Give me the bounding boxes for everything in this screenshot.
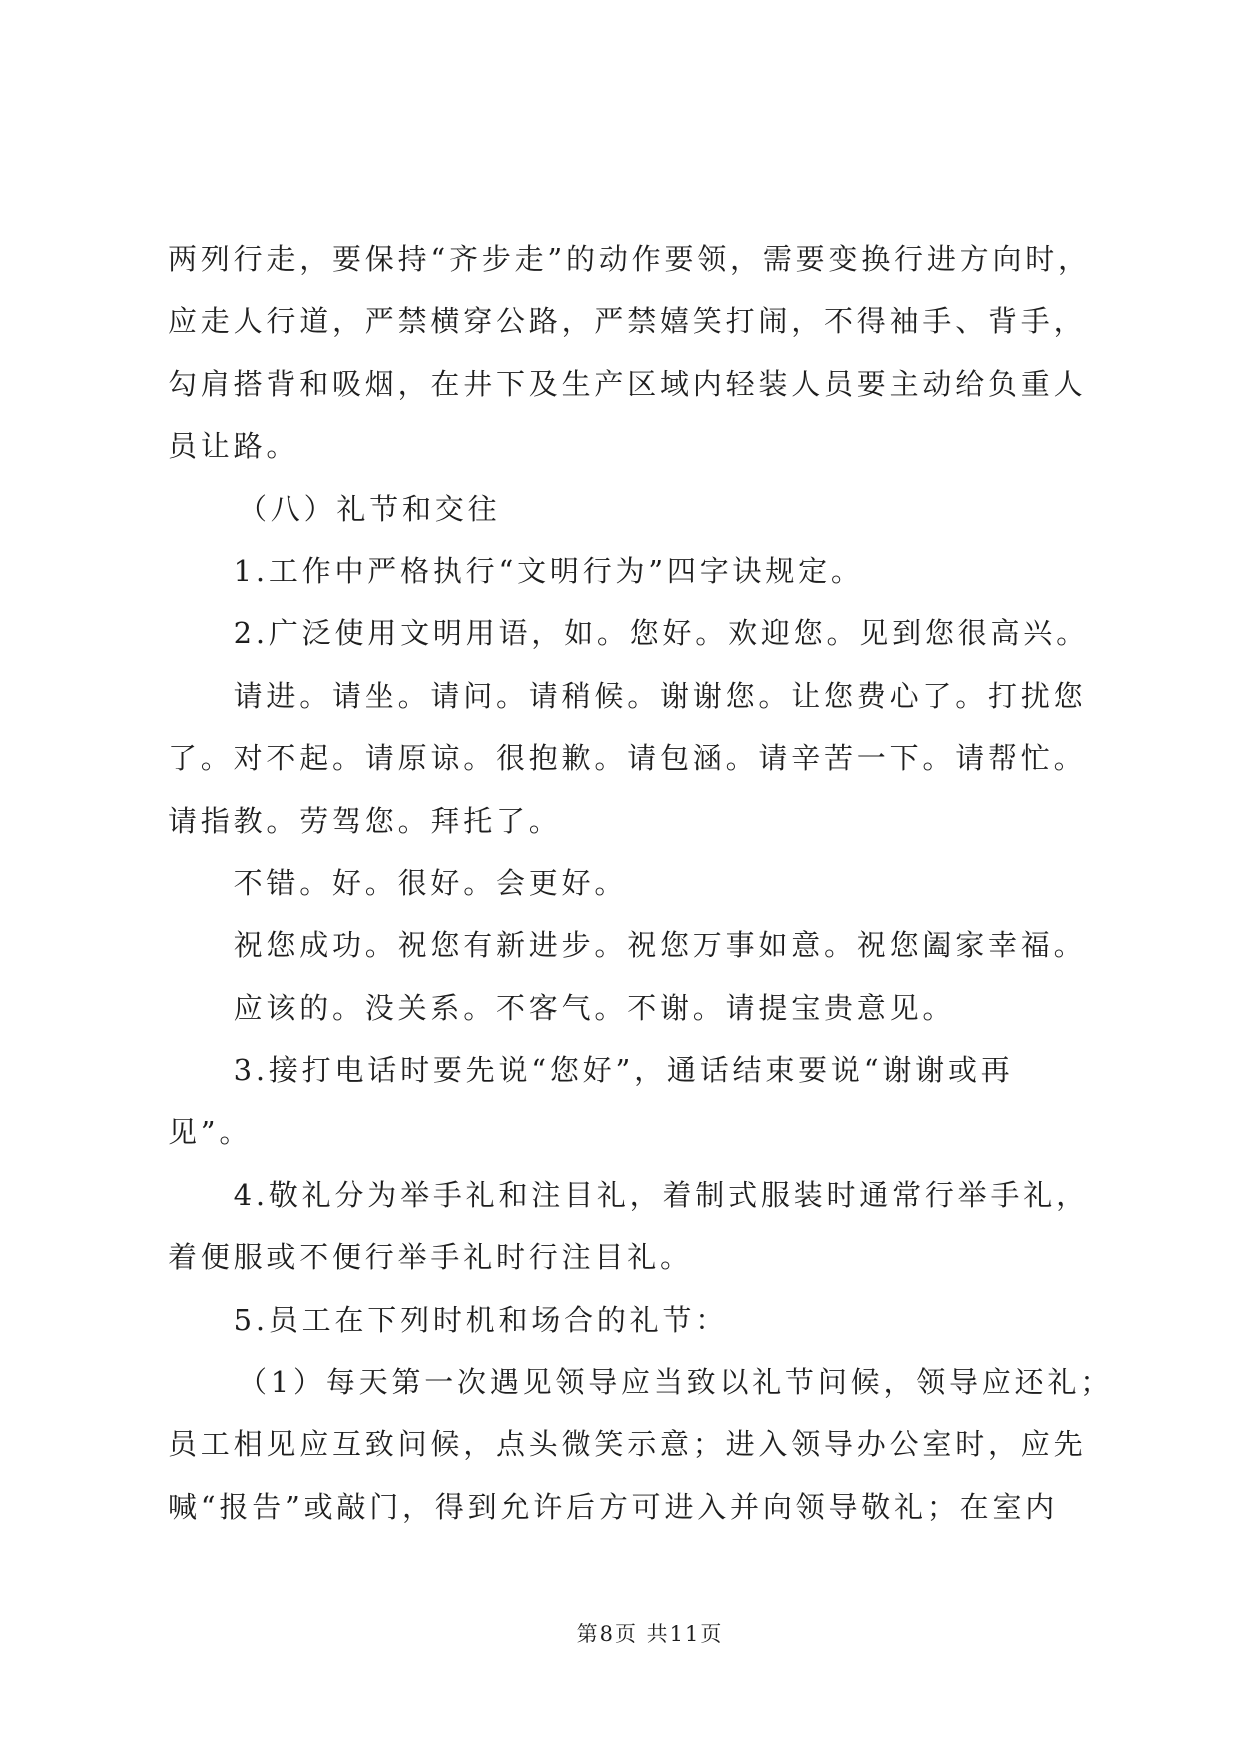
paragraph: [168, 852, 1128, 914]
page-number-footer: 第8页 共11页: [576, 1622, 724, 1646]
paragraph-line: 员让路。: [168, 429, 300, 464]
paragraph-line: 了。对不起。请原谅。很抱歉。请包涵。请辛苦一下。请帮忙。: [168, 741, 1087, 776]
paragraph-line: 员工相见应互致问候，点头微笑示意；进入领导办公室时，应先: [168, 1427, 1087, 1462]
paragraph-line: 两列行走，要保持“齐步走”的动作要领，需要变换行进方向时，: [168, 242, 1091, 276]
paragraph-line: 3.接打电话时要先说“您好”，通话结束要说“谢谢或再: [233, 1053, 1014, 1088]
paragraph: [168, 1164, 1128, 1289]
section-heading-text: （八）礼节和交往: [238, 491, 501, 526]
paragraph-line: 着便服或不便行举手礼时行注目礼。: [168, 1240, 693, 1275]
paragraph: [168, 1039, 1128, 1164]
paragraph-line: 见”。: [168, 1115, 253, 1150]
paragraph: [168, 1289, 1128, 1351]
paragraph-line: 5.员工在下列时机和场合的礼节：: [233, 1302, 729, 1337]
paragraph: [168, 665, 1128, 852]
paragraph: [168, 540, 1128, 602]
section-heading: [168, 478, 1128, 540]
paragraph: [168, 1351, 1128, 1538]
paragraph-line: 祝您成功。祝您有新进步。祝您万事如意。祝您阖家幸福。: [233, 928, 1087, 963]
paragraph-line: 应该的。没关系。不客气。不谢。请提宝贵意见。: [233, 990, 956, 1025]
paragraph: [168, 228, 1128, 478]
paragraph-line: 勾肩搭背和吸烟，在井下及生产区域内轻装人员要主动给负重人: [168, 366, 1087, 401]
paragraph-line: 4.敬礼分为举手礼和注目礼，着制式服装时通常行举手礼，: [233, 1177, 1089, 1212]
document-body: [168, 228, 1128, 1538]
paragraph-line: 1.工作中严格执行“文明行为”四字诀规定。: [233, 553, 864, 588]
paragraph-line: 应走人行道，严禁横穿公路，严禁嬉笑打闹，不得袖手、背手，: [168, 304, 1087, 339]
paragraph-line: （1）每天第一次遇见领导应当致以礼节问候，领导应还礼；: [238, 1365, 1114, 1400]
paragraph: [168, 602, 1128, 664]
paragraph-line: 请指教。劳驾您。拜托了。: [168, 803, 562, 838]
paragraph-line: 请进。请坐。请问。请稍候。谢谢您。让您费心了。打扰您: [233, 678, 1087, 713]
paragraph-line: 不错。好。很好。会更好。: [233, 865, 628, 900]
paragraph-line: 2.广泛使用文明用语，如。您好。欢迎您。见到您很高兴。: [233, 616, 1089, 651]
paragraph: [168, 977, 1128, 1039]
paragraph-line: 喊“报告”或敲门，得到允许后方可进入并向领导敬礼；在室内: [168, 1489, 1059, 1524]
paragraph: [168, 914, 1128, 976]
